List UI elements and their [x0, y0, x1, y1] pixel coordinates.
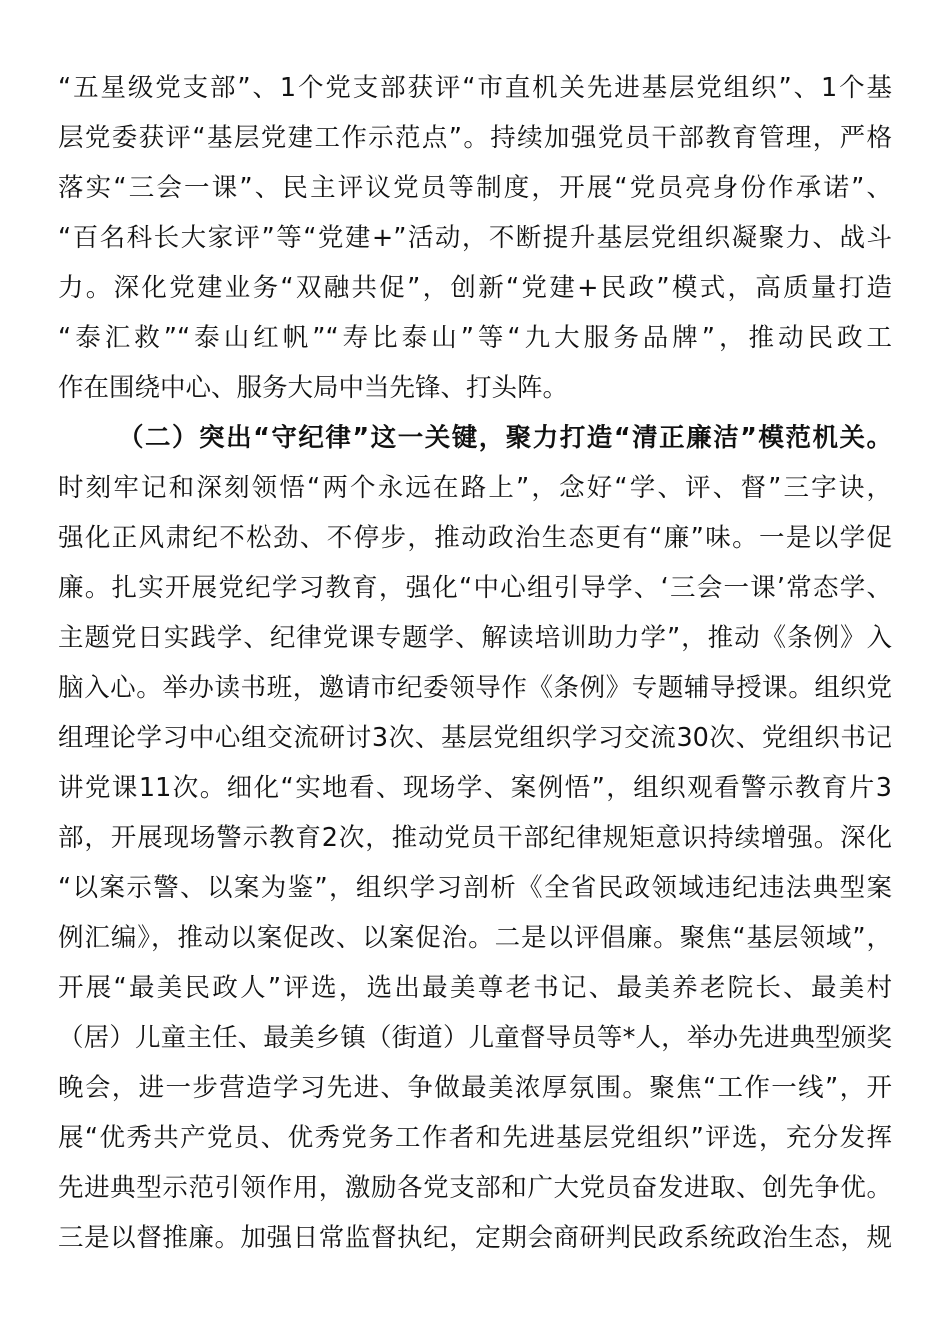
- text-line-12: 主题党日实践学、纪律党课专题学、解读培训助力学”，推动《条例》入: [58, 623, 892, 653]
- text-line-2: 层党委获评“基层党建工作示范点”。持续加强党员干部教育管理，严格: [58, 123, 892, 153]
- text-line-16: 部，开展现场警示教育2次，推动党员干部纪律规矩意识持续增强。深化: [58, 823, 892, 853]
- text-line-11: 廉。扎实开展党纪学习教育，强化“中心组引导学、‘三会一课’常态学、: [58, 573, 892, 603]
- text-line-21: 晚会，进一步营造学习先进、争做最美浓厚氛围。聚焦“工作一线”，开: [58, 1073, 892, 1103]
- text-line-20: （居）儿童主任、最美乡镇（街道）儿童督导员等*人，举办先进典型颁奖: [58, 1023, 892, 1053]
- section-heading: （二）突出“守纪律”这一关键，聚力打造“清正廉洁”模范机关。: [118, 423, 892, 453]
- text-line-23: 先进典型示范引领作用，激励各党支部和广大党员奋发进取、创先争优。: [58, 1173, 892, 1203]
- text-line-19: 开展“最美民政人”评选，选出最美尊老书记、最美养老院长、最美村: [58, 973, 892, 1003]
- text-line-13: 脑入心。举办读书班，邀请市纪委领导作《条例》专题辅导授课。组织党: [58, 673, 892, 703]
- text-line-22: 展“优秀共产党员、优秀党务工作者和先进基层党组织”评选，充分发挥: [58, 1123, 892, 1153]
- text-line-24: 三是以督推廉。加强日常监督执纪，定期会商研判民政系统政治生态，规: [58, 1223, 892, 1253]
- text-line-1: “五星级党支部”、1个党支部获评“市直机关先进基层党组织”、1个基: [58, 73, 892, 103]
- text-line-7: 作在围绕中心、服务大局中当先锋、打头阵。: [58, 373, 569, 403]
- text-line-17: “以案示警、以案为鉴”，组织学习剖析《全省民政领域违纪违法典型案: [58, 873, 892, 903]
- text-line-6: “泰汇救”“泰山红帆”“寿比泰山”等“九大服务品牌”，推动民政工: [58, 323, 892, 353]
- text-line-14: 组理论学习中心组交流研讨3次、基层党组织学习交流30次、党组织书记: [58, 723, 892, 753]
- text-line-9: 时刻牢记和深刻领悟“两个永远在路上”，念好“学、评、督”三字诀，: [58, 473, 892, 503]
- text-line-4: “百名科长大家评”等“党建+”活动，不断提升基层党组织凝聚力、战斗: [58, 223, 892, 253]
- text-line-10: 强化正风肃纪不松劲、不停步，推动政治生态更有“廉”味。一是以学促: [58, 523, 892, 553]
- text-line-5: 力。深化党建业务“双融共促”，创新“党建+民政”模式，高质量打造: [58, 273, 892, 303]
- text-line-3: 落实“三会一课”、民主评议党员等制度，开展“党员亮身份作承诺”、: [58, 173, 892, 203]
- text-line-15: 讲党课11次。细化“实地看、现场学、案例悟”，组织观看警示教育片3: [58, 773, 892, 803]
- text-line-18: 例汇编》，推动以案促改、以案促治。二是以评倡廉。聚焦“基层领域”，: [58, 923, 892, 953]
